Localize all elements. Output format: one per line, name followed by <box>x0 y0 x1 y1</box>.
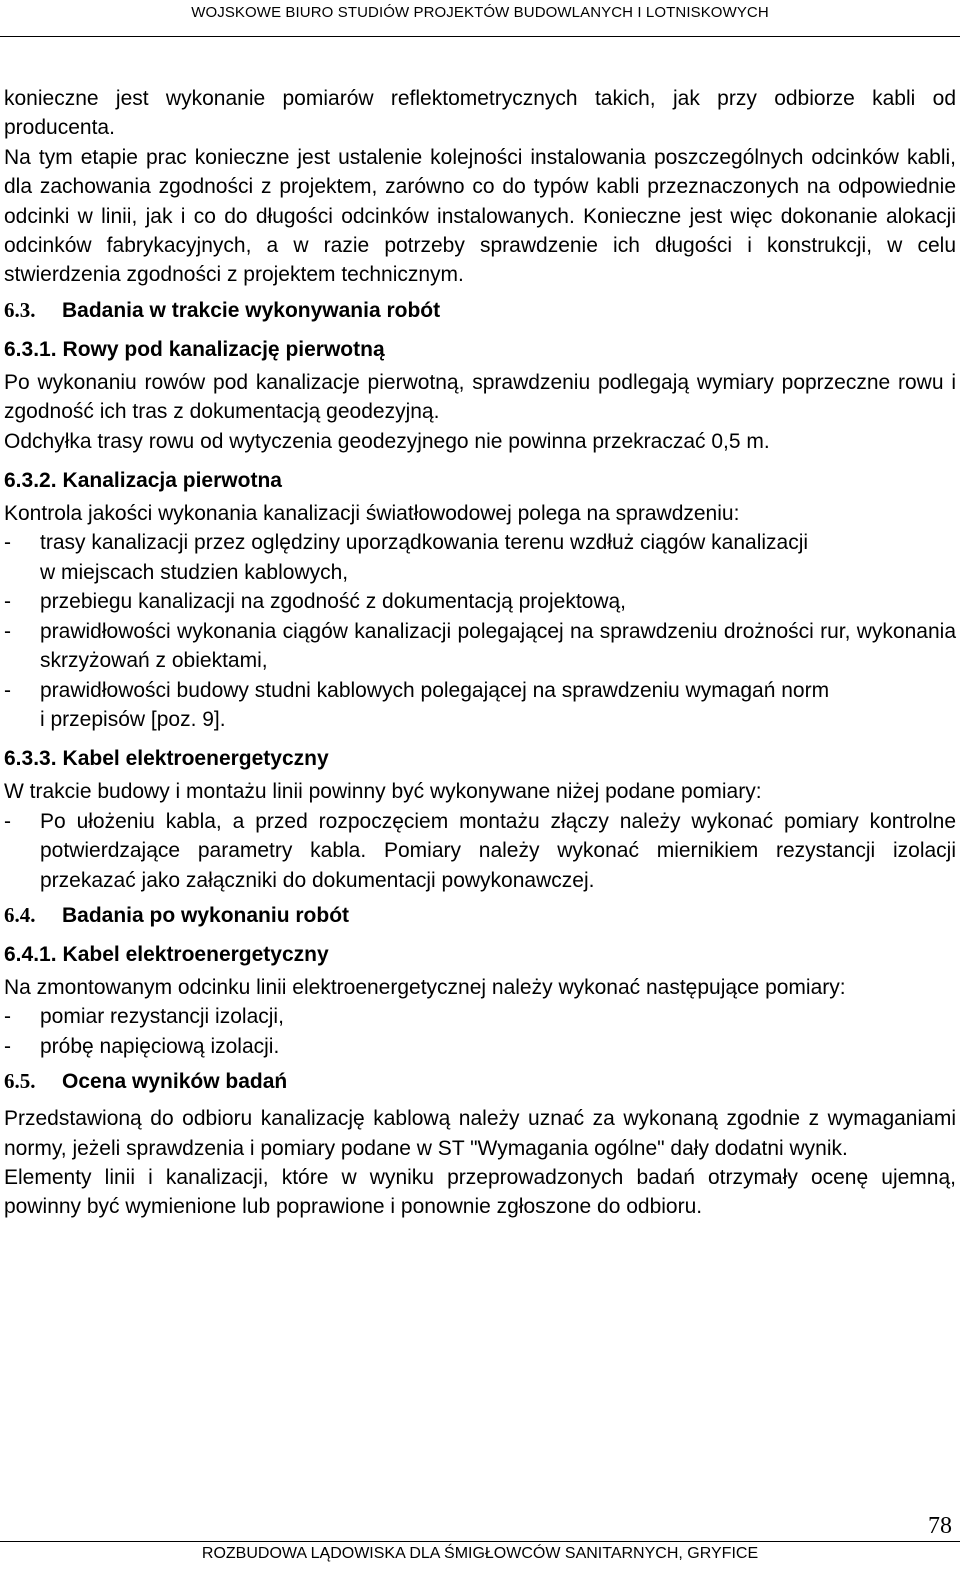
list-dash: - <box>4 809 11 833</box>
list-dash: - <box>4 1034 11 1058</box>
paragraph: Po wykonaniu rowów pod kanalizacje pierwotną, sprawdzeniu podlegają wymiary poprzeczne rowu i zgodność ich tras z dokumentacją geodezyjną. <box>4 370 956 424</box>
section-heading-6-3 <box>4 296 956 325</box>
list-dash: - <box>4 1005 11 1029</box>
paragraph: Kontrola jakości wykonania kanalizacji światłowodowej polega na sprawdzeniu: <box>4 502 740 526</box>
list-item-continuation: w miejscach studzien kablowych, <box>40 560 349 584</box>
list-dash: - <box>4 619 11 643</box>
section-title: Kabel elektroenergetyczny <box>62 942 329 966</box>
paragraph: Odchyłka trasy rowu od wytyczenia geodezyjnego nie powinna przekraczać 0,5 m. <box>4 429 770 453</box>
list-dash: - <box>4 678 11 702</box>
paragraph: W trakcie budowy i montażu linii powinny być wykonywane niżej podane pomiary: <box>4 780 762 804</box>
list-dash: - <box>4 590 11 614</box>
paragraph: Na tym etapie prac konieczne jest ustalenie kolejności instalowania poszczególnych odcinków kabli, dla zachowania zgodności z projektem, zarówno co do typów kabli przeznaczonych na odpowiednie odcinki w linii, jak i co do długości odcinków instalowanych. Konieczne jest więc dokonanie alokacji odcinków fabrykacyjnych, a w razie potrzeby sprawdzenie ich długości i konstrukcji, w celu stwierdzenia zgodności z projektem technicznym. <box>4 145 956 287</box>
section-number: 6.3. <box>4 297 36 322</box>
section-title: Badania w trakcie wykonywania robót <box>62 298 441 322</box>
subsection-heading-6-4-1 <box>4 940 956 969</box>
document-body <box>4 84 956 1222</box>
page-header: WOJSKOWE BIURO STUDIÓW PROJEKTÓW BUDOWLANYCH I LOTNISKOWYCH <box>191 4 769 21</box>
subsection-heading-6-3-1 <box>4 335 956 364</box>
page-number: 78 <box>928 1513 952 1539</box>
list-item <box>4 1002 956 1031</box>
paragraph: Na zmontowanym odcinku linii elektroenergetycznej należy wykonać następujące pomiary: <box>4 975 846 999</box>
section-number: 6.3.3. <box>4 747 57 771</box>
section-number: 6.5. <box>4 1069 36 1094</box>
subsection-heading-6-3-2 <box>4 466 956 495</box>
list-dash: - <box>4 531 11 555</box>
list-item <box>4 676 956 735</box>
list-item-text: prawidłowości budowy studni kablowych polegającej na sprawdzeniu wymagań norm <box>40 678 830 702</box>
list-item-text: próbę napięciową izolacji. <box>40 1034 280 1058</box>
section-title: Kanalizacja pierwotna <box>62 469 282 493</box>
subsection-heading-6-3-3 <box>4 744 956 773</box>
section-number: 6.4.1. <box>4 942 57 966</box>
paragraph: Przedstawioną do odbioru kanalizację kablową należy uznać za wykonaną zgodnie z wymaganiami normy, jeżeli sprawdzenia i pomiary podane w ST "Wymagania ogólne" dały dodatni wynik. <box>4 1107 956 1160</box>
list-item-text: pomiar rezystancji izolacji, <box>40 1005 284 1029</box>
list-item-text: przebiegu kanalizacji na zgodność z dokumentacją projektową, <box>40 590 627 614</box>
list-item-text: prawidłowości wykonania ciągów kanalizacji polegającej na sprawdzeniu drożności rur, wykonania skrzyżowań z obiektami, <box>40 619 956 673</box>
list-item <box>4 617 956 676</box>
footer-divider <box>0 1541 960 1542</box>
section-title: Badania po wykonaniu robót <box>62 903 350 927</box>
section-number: 6.4. <box>4 902 36 927</box>
list-item <box>4 1032 956 1061</box>
list-item-continuation: i przepisów [poz. 9]. <box>40 707 226 731</box>
section-heading-6-4 <box>4 901 956 930</box>
page-footer: ROZBUDOWA LĄDOWISKA DLA ŚMIGŁOWCÓW SANITARNYCH, GRYFICE <box>201 1545 759 1562</box>
paragraph: Elementy linii i kanalizacji, które w wyniku przeprowadzonych badań otrzymały ocenę ujemną, powinny być wymienione lub poprawione i ponownie zgłoszone do odbioru. <box>4 1165 956 1219</box>
list-item-text: Po ułożeniu kabla, a przed rozpoczęciem montażu złączy należy wykonać pomiary kontrolne potwierdzające parametry kabla. Pomiary należy wykonać miernikiem rezystancji izolacji przekazać jako załączniki do dokumentacji powykonawczej. <box>40 809 956 892</box>
section-title: Ocena wyników badań <box>62 1070 288 1094</box>
section-heading-6-5 <box>4 1067 956 1096</box>
section-number: 6.3.2. <box>4 469 57 493</box>
paragraph: konieczne jest wykonanie pomiarów reflektometrycznych takich, jak przy odbiorze kabli od producenta. <box>4 87 956 140</box>
list-item <box>4 807 956 895</box>
section-title: Rowy pod kanalizację pierwotną <box>62 337 385 361</box>
list-item-text: trasy kanalizacji przez oględziny uporządkowania terenu wzdłuż ciągów kanalizacji <box>40 531 809 555</box>
section-number: 6.3.1. <box>4 337 57 361</box>
list-item <box>4 587 956 616</box>
section-title: Kabel elektroenergetyczny <box>62 747 329 771</box>
header-divider <box>0 36 960 37</box>
list-item <box>4 528 956 587</box>
